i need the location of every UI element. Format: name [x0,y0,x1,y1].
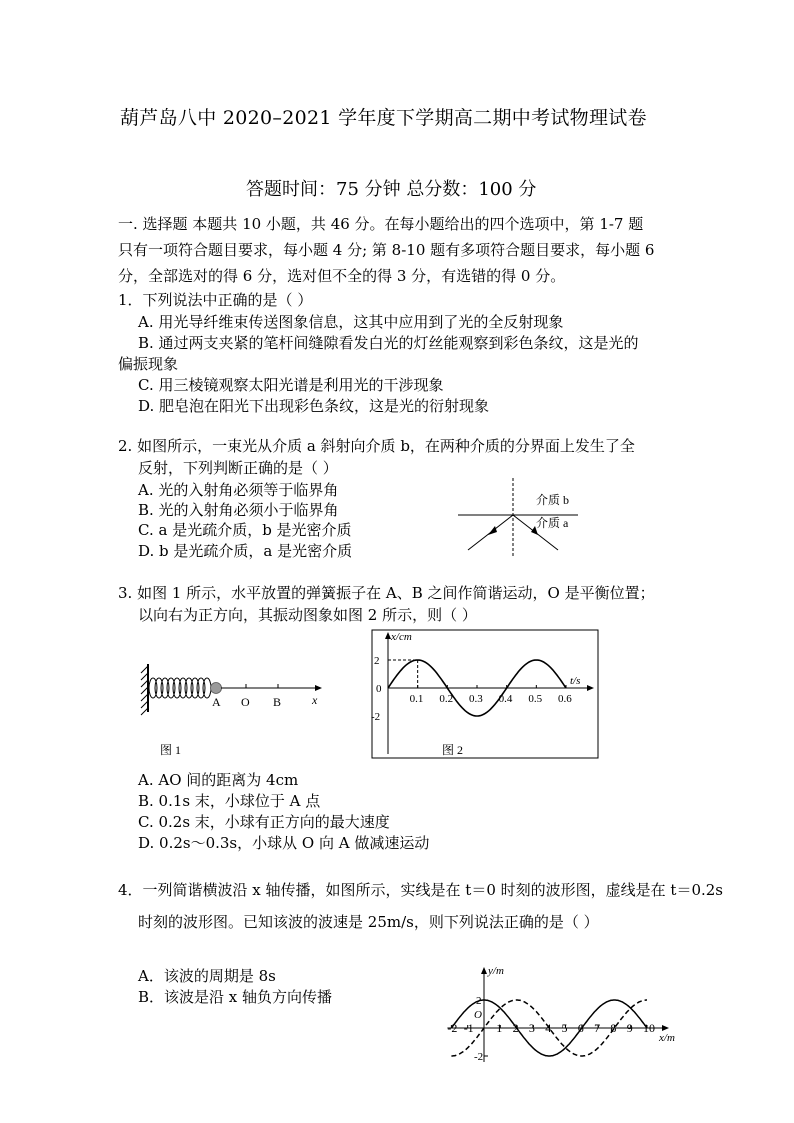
q3-option-a: A. AO 间的距离为 4cm [138,771,299,789]
section-instructions-line-3: 分，全部选对的得 6 分，选对但不全的得 3 分，有选错的得 0 分。 [118,267,566,285]
wall-hatching [141,666,148,715]
y-tick-label: -2 [371,711,381,723]
medium-b-label: 介质 b [536,493,570,507]
q4-stem-line-1: 4．一列简谐横波沿 x 轴传播，如图所示，实线是在 t＝0 时刻的波形图，虚线是在 t＝0.2s [118,881,723,899]
x-tick-label: 5 [561,1021,568,1035]
x-tick-label: 1 [496,1021,503,1035]
y-tick-label: 2 [374,655,380,667]
origin-label: 0 [376,683,382,695]
q4-wave-graph [436,962,698,1068]
x-tick-label: 3 [528,1021,535,1035]
x-axis-arrow-icon [587,685,594,691]
x-tick-label: 6 [577,1021,584,1035]
x-tick-label: -1 [463,1021,474,1035]
x-tick-label: 0.6 [558,693,572,705]
q3-vibration-graph [362,628,602,763]
q4-option-a: A．该波的周期是 8s [138,967,276,985]
medium-a-label: 介质 a [536,516,569,530]
x-tick-label: 9 [626,1021,633,1035]
exam-info: 答题时间：75 分钟 总分数：100 分 [246,179,537,200]
x-tick-label: 10 [643,1021,655,1035]
q2-refraction-figure [450,474,590,560]
figure-2-caption-box [440,740,480,760]
x-axis-label: x/m [659,1032,675,1044]
label-o: O [241,695,250,709]
q2-stem-line-2: 反射，下列判断正确的是（ ） [138,459,338,477]
q3-option-b: B. 0.1s 末，小球位于 A 点 [138,792,321,810]
q1-stem: 1．下列说法中正确的是（ ） [118,291,313,309]
x-tick-label: 8 [610,1021,617,1035]
q2-option-c: C. a 是光疏介质，b 是光密介质 [138,521,352,539]
q1-option-c: C. 用三棱镜观察太阳光谱是利用光的干涉现象 [138,376,444,394]
label-x: x [312,693,318,707]
x-tick-label: 0.2 [439,693,454,705]
label-a: A [212,695,221,709]
q3-option-d: D. 0.2s～0.3s，小球从 O 向 A 做减速运动 [138,834,430,852]
q3-stem-line-2: 以向右为正方向，其振动图象如图 2 所示，则（ ） [138,606,477,624]
oscillator-ball [211,683,222,694]
x-tick-label: 0.4 [498,693,513,705]
q3-stem-line-1: 3. 如图 1 所示，水平放置的弹簧振子在 A、B 之间作简谐运动，O 是平衡位置； [118,584,655,602]
q2-stem-line-1: 2. 如图所示，一束光从介质 a 斜射向介质 b，在两种介质的分界面上发生了全 [118,437,635,455]
x-tick-label: 0.1 [409,693,424,705]
q1-option-b: B. 通过两支夹紧的笔杆间缝隙看发白光的灯丝能观察到彩色条纹，这是光的 [138,334,639,352]
q2-option-a: A. 光的入射角必须等于临界角 [138,481,339,499]
x-tick-label: -2 [447,1021,458,1035]
x-axis-arrow-icon [315,685,322,691]
x-tick-label: 4 [545,1021,552,1035]
origin-label: O [474,1009,482,1021]
q2-option-d: D. b 是光疏介质，a 是光密介质 [138,542,353,560]
figure-2-caption: 图 2 [442,743,464,757]
y-axis-label: y/m [488,965,504,977]
q1-option-d: D. 肥皂泡在阳光下出现彩色条纹，这是光的衍射现象 [138,397,490,415]
y-axis-label: x/cm [391,631,412,643]
q4-option-b: B．该波是沿 x 轴负方向传播 [138,988,333,1006]
y-axis-arrow-icon [481,967,487,974]
label-b: B [273,695,282,709]
q1-option-b-cont: 偏振现象 [118,355,179,373]
y-tick-label: -2 [474,1051,484,1063]
figure-1-caption: 图 1 [160,743,182,757]
q3-spring-oscillator-figure [138,662,328,762]
x-axis-arrow-icon [662,1025,669,1031]
x-tick-label: 7 [594,1021,601,1035]
q3-option-c: C. 0.2s 末，小球有正方向的最大速度 [138,813,390,831]
x-tick-label: 0.3 [469,693,483,705]
section-instructions-line-1: 一. 选择题 本题共 10 小题，共 46 分。在每小题给出的四个选项中，第 1-7 题 [118,215,644,233]
y-tick-label: 2 [476,995,482,1007]
q4-stem-line-2: 时刻的波形图。已知该波的波速是 25m/s，则下列说法正确的是（ ） [138,913,599,931]
page-title: 葫芦岛八中 2020–2021 学年度下学期高二期中考试物理试卷 [120,107,647,129]
q2-option-b: B. 光的入射角必须小于临界角 [138,501,339,519]
x-tick-label: 2 [512,1021,519,1035]
section-instructions-line-2: 只有一项符合题目要求，每小题 4 分; 第 8-10 题有多项符合题目要求，每小题 6 [118,241,655,259]
x-tick-label: 0.5 [528,693,543,705]
incident-arrow-icon [488,526,497,535]
x-axis-label: t/s [570,675,581,687]
q1-option-a: A. 用光导纤维束传送图象信息，这其中应用到了光的全反射现象 [138,313,564,331]
spring [149,678,211,698]
